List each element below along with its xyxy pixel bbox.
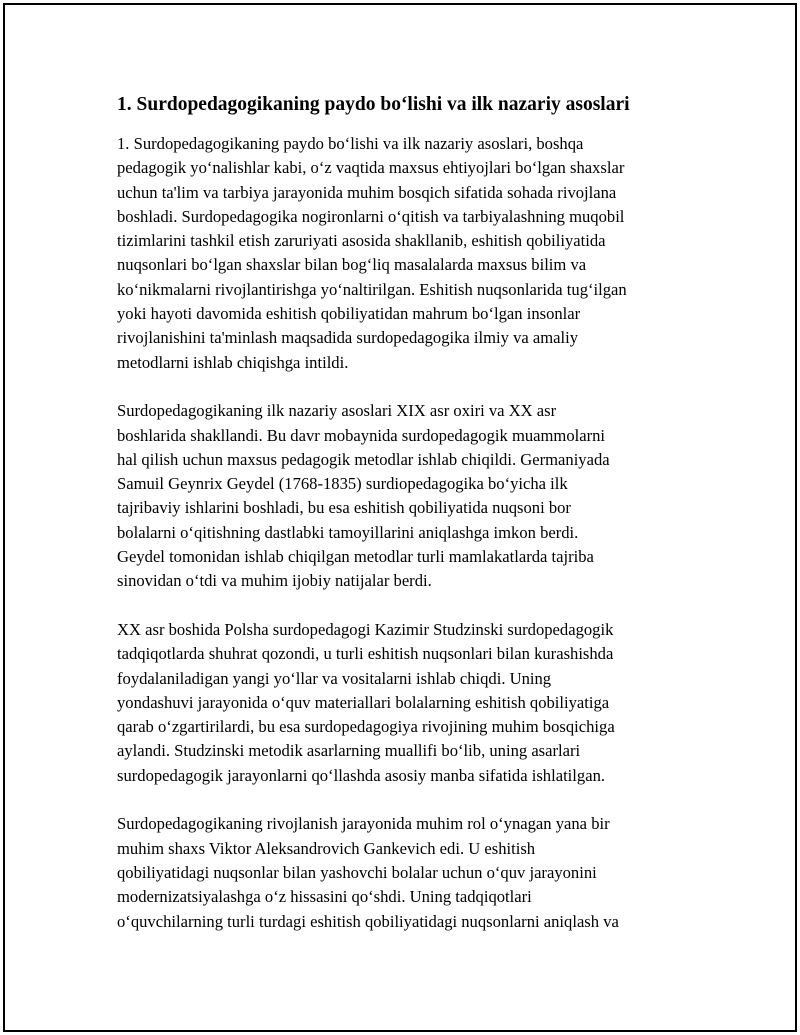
text-line: Surdopedagogikaning rivojlanish jarayonida muhim rol o‘ynagan yana bir: [117, 814, 610, 834]
text-line: qobiliyatidagi nuqsonlar bilan yashovchi bolalar uchun o‘quv jarayonini: [117, 862, 597, 882]
text-line: qarab o‘zgartirilardi, bu esa surdopedagogiya rivojining muhim bosqichiga: [117, 717, 615, 737]
text-line: tadqiqotlarda shuhrat qozondi, u turli eshitish nuqsonlari bilan kurashishda: [117, 644, 614, 664]
text-line: yondashuvi jarayonida o‘quv materiallari bolalarning eshitish qobiliyatiga: [117, 692, 610, 712]
document-title: 1. Surdopedagogikaning paydo bo‘lishi va ilk nazariy asoslari: [117, 94, 630, 115]
text-line: boshladi. Surdopedagogika nogironlarni o‘qitish va tarbiyalashning muqobil: [117, 206, 625, 226]
text-line: sinovidan o‘tdi va muhim ijobiy natijalar berdi.: [117, 571, 432, 591]
paragraph-3: [117, 618, 687, 788]
text-line: Surdopedagogikaning ilk nazariy asoslari XIX asr oxiri va XX asr: [117, 401, 557, 421]
text-line: 1. Surdopedagogikaning paydo bo‘lishi va ilk nazariy asoslari, boshqa: [117, 134, 584, 153]
text-line: o‘quvchilarning turli turdagi eshitish qobiliyatidagi nuqsonlarni aniqlash va: [117, 911, 619, 931]
text-line: boshlarida shakllandi. Bu davr mobaynida surdopedagogik muammolarni: [117, 425, 606, 445]
text-line: yoki hayoti davomida eshitish qobiliyatidan mahrum bo‘lgan insonlar: [117, 304, 581, 324]
text-line: aylandi. Studzinski metodik asarlarning muallifi bo‘lib, uning asarlari: [117, 741, 581, 761]
document-body: [117, 92, 687, 958]
paragraph-4: [117, 812, 687, 933]
text-line: muhim shaxs Viktor Aleksandrovich Gankevich edi. U eshitish: [117, 838, 536, 858]
text-line: tajribaviy ishlarini boshladi, bu esa eshitish qobiliyatida nuqsoni bor: [117, 498, 571, 518]
text-line: surdopedagogik jarayonlarni qo‘llashda asosiy manba sifatida ishlatilgan.: [117, 765, 606, 785]
text-line: XX asr boshida Polsha surdopedagogi Kazimir Studzinski surdopedagogik: [117, 619, 614, 639]
paragraph-2: [117, 399, 687, 593]
text-line: Geydel tomonidan ishlab chiqilgan metodlar turli mamlakatlarda tajriba: [117, 547, 594, 567]
text-line: modernizatsiyalashga o‘z hissasini qo‘shdi. Uning tadqiqotlari: [117, 887, 532, 907]
text-line: Samuil Geynrix Geydel (1768-1835) surdiopedagogika bo‘yicha ilk: [117, 474, 568, 494]
text-line: ko‘nikmalarni rivojlantirishga yo‘naltirilgan. Eshitish nuqsonlarida tug‘ilgan: [117, 279, 627, 299]
text-line: uchun ta'lim va tarbiya jarayonida muhim bosqich sifatida sohada rivojlana: [117, 182, 617, 202]
text-line: rivojlanishini ta'minlash maqsadida surdopedagogika ilmiy va amaliy: [117, 328, 579, 348]
text-line: bolalarni o‘qitishning dastlabki tamoyillarini aniqlashga imkon berdi.: [117, 522, 579, 542]
paragraph-1: [117, 132, 687, 375]
text-line: tizimlarini tashkil etish zaruriyati asosida shakllanib, eshitish qobiliyatida: [117, 231, 606, 251]
text-line: nuqsonlari bo‘lgan shaxslar bilan bog‘liq masalalarda maxsus bilim va: [117, 255, 587, 275]
text-line: hal qilish uchun maxsus pedagogik metodlar ishlab chiqildi. Germaniyada: [117, 449, 610, 469]
text-line: foydalaniladigan yangi yo‘llar va vositalarni ishlab chiqdi. Uning: [117, 668, 552, 688]
text-line: pedagogik yo‘nalishlar kabi, o‘z vaqtida maxsus ehtiyojlari bo‘lgan shaxslar: [117, 158, 625, 178]
text-line: metodlarni ishlab chiqishga intildi.: [117, 352, 349, 372]
